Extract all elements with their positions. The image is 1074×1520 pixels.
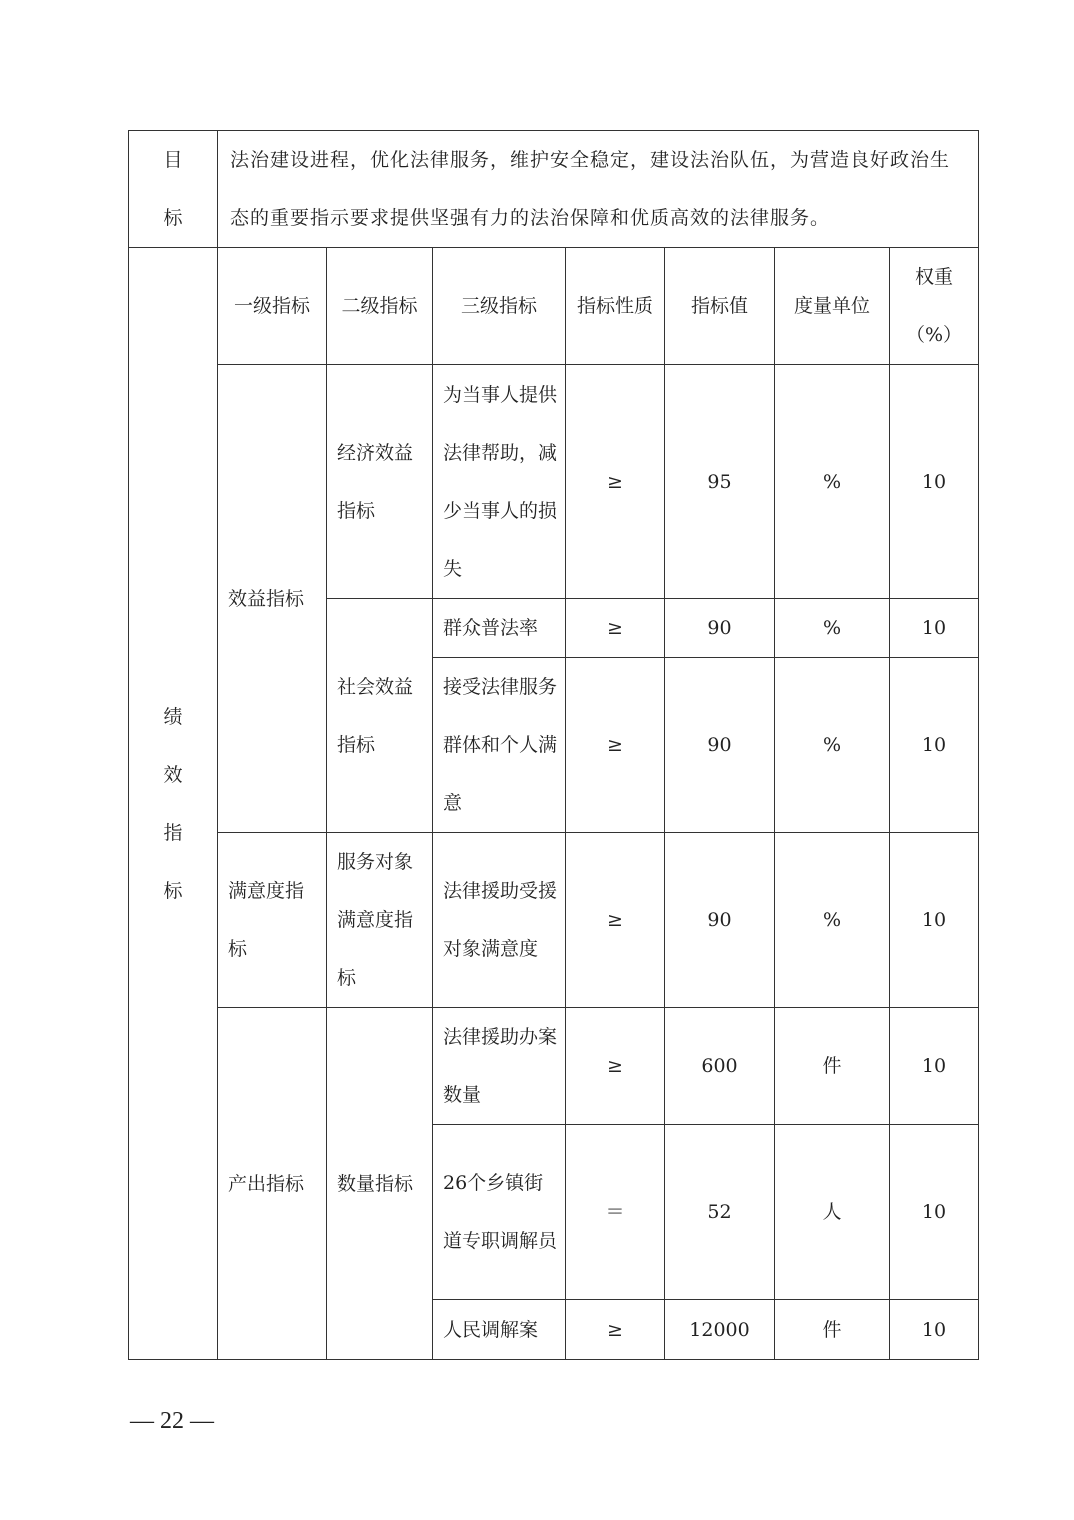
header-level1: 一级指标: [218, 248, 327, 365]
header-level2: 二级指标: [327, 248, 433, 365]
header-value: 指标值: [665, 248, 775, 365]
group-satisfaction: 满意度指标: [218, 833, 327, 1008]
group-quantity: 数量指标: [327, 1008, 433, 1360]
header-weight: 权重 （%）: [890, 248, 979, 365]
group-benefit: 效益指标: [218, 365, 327, 833]
indicator-value: 90: [665, 833, 775, 1008]
header-unit: 度量单位: [775, 248, 890, 365]
page-number: — 22 —: [130, 1408, 214, 1434]
table-row: [129, 833, 979, 1008]
indicator-unit: 件: [775, 1300, 890, 1360]
indicator-unit: %: [775, 365, 890, 599]
indicator-name: 法律援助办案数量: [433, 1008, 566, 1125]
indicator-nature: ≥: [566, 365, 665, 599]
indicator-nature: ＝: [566, 1125, 665, 1300]
indicator-unit: 件: [775, 1008, 890, 1125]
table-row: [129, 1008, 979, 1125]
header-level3: 三级指标: [433, 248, 566, 365]
indicator-weight: 10: [890, 365, 979, 599]
goal-label: 目 标: [129, 131, 218, 248]
indicator-value: 600: [665, 1008, 775, 1125]
indicator-weight: 10: [890, 658, 979, 833]
indicator-weight: 10: [890, 833, 979, 1008]
indicator-name: 人民调解案: [433, 1300, 566, 1360]
indicator-weight: 10: [890, 1008, 979, 1125]
indicator-value: 52: [665, 1125, 775, 1300]
group-social: 社会效益指标: [327, 599, 433, 833]
performance-table: [128, 130, 979, 1360]
indicator-value: 12000: [665, 1300, 775, 1360]
indicator-unit: 人: [775, 1125, 890, 1300]
indicator-value: 90: [665, 658, 775, 833]
indicator-name: 法律援助受援对象满意度: [433, 833, 566, 1008]
indicator-nature: ≥: [566, 833, 665, 1008]
indicator-unit: %: [775, 658, 890, 833]
indicator-weight: 10: [890, 1300, 979, 1360]
indicator-name: 接受法律服务群体和个人满意: [433, 658, 566, 833]
performance-label: 绩 效 指 标: [129, 248, 218, 1360]
indicator-value: 95: [665, 365, 775, 599]
indicator-value: 90: [665, 599, 775, 658]
indicator-weight: 10: [890, 599, 979, 658]
indicator-unit: %: [775, 599, 890, 658]
group-economic: 经济效益指标: [327, 365, 433, 599]
indicator-nature: ≥: [566, 658, 665, 833]
goal-text: 法治建设进程，优化法律服务，维护安全稳定，建设法治队伍，为营造良好政治生态的重要指示要求提供坚强有力的法治保障和优质高效的法律服务。: [218, 131, 979, 248]
indicator-unit: %: [775, 833, 890, 1008]
table-row: [129, 365, 979, 599]
group-service-satisfaction: 服务对象满意度指标: [327, 833, 433, 1008]
indicator-weight: 10: [890, 1125, 979, 1300]
indicator-name: 群众普法率: [433, 599, 566, 658]
indicator-name: 为当事人提供法律帮助，减少当事人的损失: [433, 365, 566, 599]
header-nature: 指标性质: [566, 248, 665, 365]
indicator-nature: ≥: [566, 1300, 665, 1360]
indicator-name: 26个乡镇街道专职调解员: [433, 1125, 566, 1300]
group-output: 产出指标: [218, 1008, 327, 1360]
indicator-nature: ≥: [566, 599, 665, 658]
indicator-nature: ≥: [566, 1008, 665, 1125]
